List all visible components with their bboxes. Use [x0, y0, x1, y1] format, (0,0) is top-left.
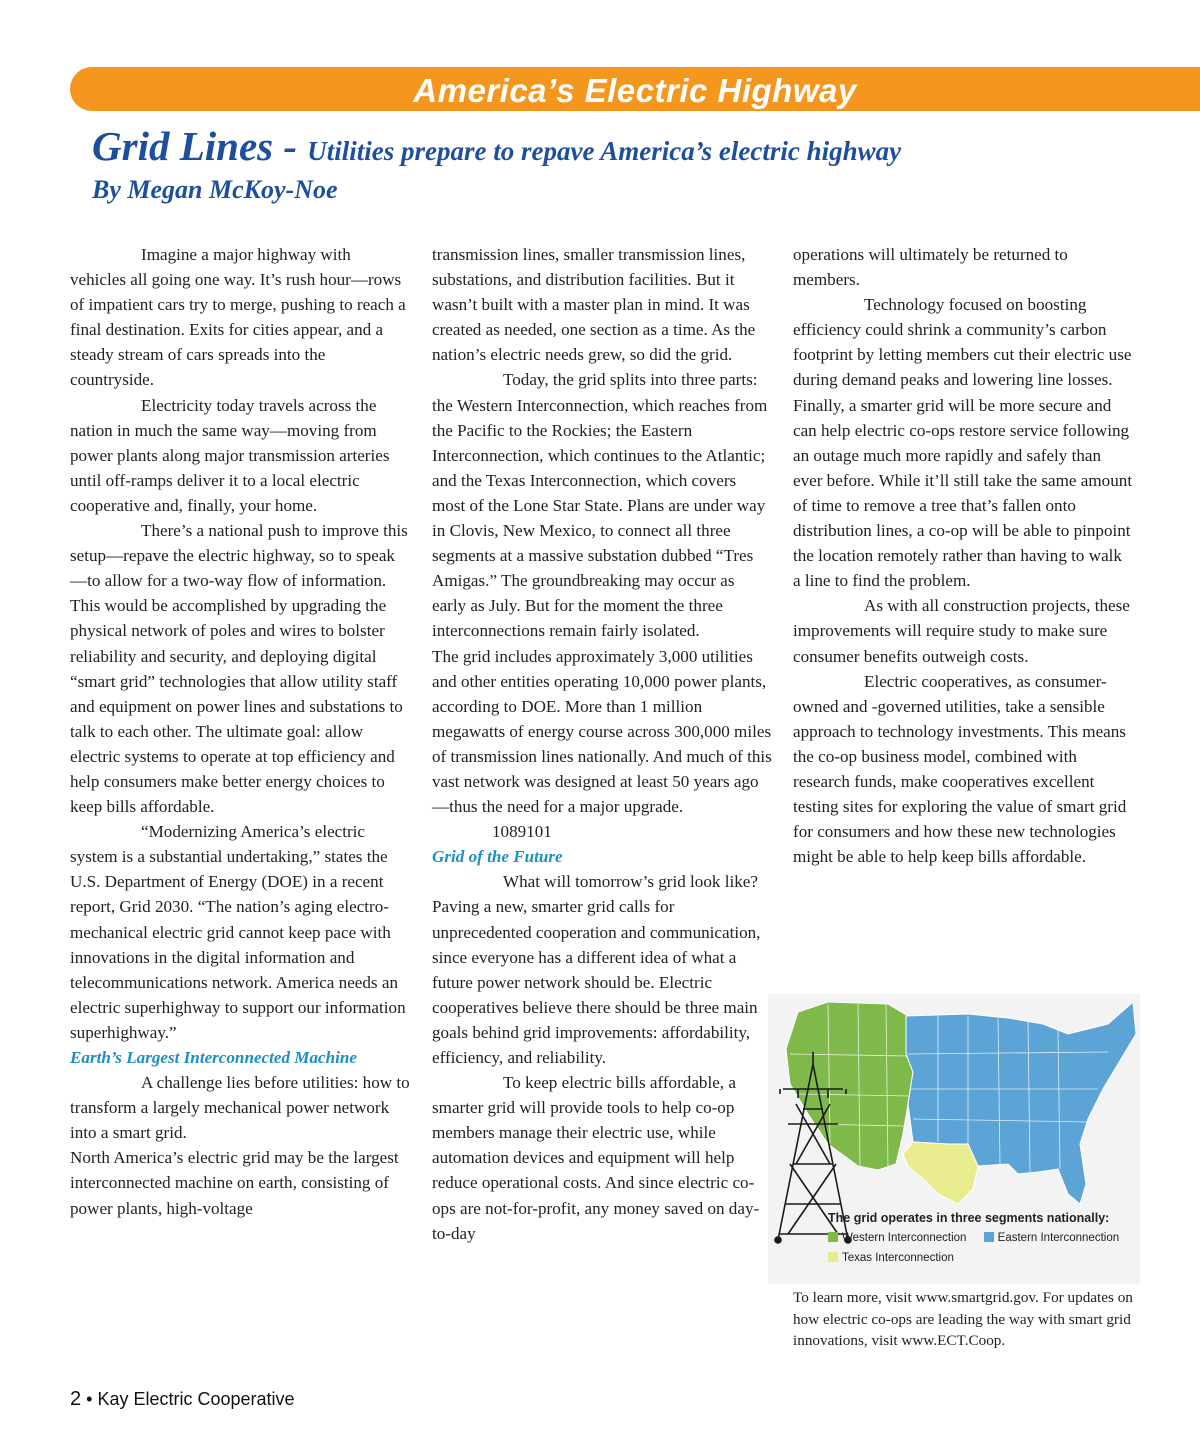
legend-western: [828, 1232, 966, 1244]
footer-bullet: •: [81, 1389, 98, 1409]
paragraph-text: The grid includes approximately 3,000 utilities and other entities operating 10,000 power plants, according to DOE. More than 1 million megawatts of energy course across 300,000 miles of transmission lines nationally. And much of this vast network was designed at least 50 years ago—thus the need for a major upgrade.: [432, 646, 772, 817]
page-footer: [70, 1388, 295, 1411]
paragraph: To keep electric bills affordable, a smarter grid will provide tools to help co-op members manage their electric use, while automation devices and equipment will help reduce operational costs. And since electric co-ops are not-for-profit, any money saved on day-to-day: [432, 1073, 760, 1243]
paragraph: Electric cooperatives, as consumer-owned and -governed utilities, take a sensible approach to technology investments. This means the co-op business model, combined with research funds, make cooperatives excellent testing sites for exploring the value of smart grid for consumers and how these new technologies might be able to help keep bills affordable.: [793, 671, 1127, 867]
legend-eastern: [984, 1232, 1119, 1244]
paragraph: What will tomorrow’s grid look like? Paving a new, smarter grid calls for unprecedented cooperation and communication, since everyone has a different idea of what a future power network should be. Electric cooperatives believe there should be three main goals behind grid improvements: affordability, efficiency, and reliability.: [432, 872, 761, 1067]
legend-label: Eastern Interconnection: [997, 1232, 1120, 1244]
paragraph: [432, 644, 772, 845]
grid-map-figure: [768, 994, 1140, 1284]
paragraph: There’s a national push to improve this setup—repave the electric highway, so to speak—to allow for a two-way flow of information. This would be accomplished by upgrading the physical network of poles and wires to bolster reliability and security, and deploying digital “smart grid” technologies that allow utility staff and equipment on power lines and substations to talk to each other. The ultimate goal: allow electric systems to operate at top efficiency and help consumers make better energy choices to keep bills affordable.: [70, 521, 408, 817]
banner-title: America’s Electric Highway: [413, 72, 857, 109]
legend-texas: [828, 1252, 954, 1264]
page-number: 2: [70, 1388, 82, 1410]
paragraph: A challenge lies before utilities: how to transform a largely mechanical power network into a smart grid.: [70, 1073, 410, 1143]
headline-dash: -: [273, 123, 308, 169]
swatch-western: [828, 1232, 838, 1242]
swatch-texas: [828, 1252, 838, 1262]
subheading: Grid of the Future: [432, 847, 563, 867]
swatch-eastern: [984, 1232, 994, 1242]
byline: By Megan McKoy-Noe: [92, 175, 338, 204]
article-headline: [92, 122, 1192, 170]
legend-label: Texas Interconnection: [842, 1252, 954, 1264]
paragraph: As with all construction projects, these improvements will require study to make sure consumer benefits outweigh costs.: [793, 596, 1130, 666]
legend-row: [828, 1228, 1133, 1248]
column-2: [432, 242, 772, 1246]
section-banner: [70, 67, 1200, 111]
texas-region: [903, 1142, 978, 1204]
column-3: [793, 242, 1133, 869]
map-caption: To learn more, visit www.smartgrid.gov. For updates on how electric co-ops are leading the way with smart grid innovations, visit www.ECT.Coop.: [793, 1289, 1133, 1349]
map-legend: [828, 1208, 1133, 1268]
paragraph: operations will ultimately be returned to members.: [793, 245, 1068, 290]
footer-org: Kay Electric Cooperative: [97, 1389, 295, 1409]
reference-code: 1089101: [492, 822, 552, 842]
headline-subtitle: Utilities prepare to repave America’s electric highway: [307, 136, 902, 166]
paragraph: Imagine a major highway with vehicles all going one way. It’s rush hour—rows of impatient cars try to merge, pushing to reach a final destination. Exits for cities appear, and a steady stream of cars spreads into the countryside.: [70, 245, 406, 390]
paragraph: North America’s electric grid may be the largest interconnected machine on earth, consisting of power plants, high-voltage: [70, 1148, 399, 1218]
paragraph: Today, the grid splits into three parts: the Western Interconnection, which reaches from the Pacific to the Rockies; the Eastern Interconnection, which continues to the Atlantic; and the Texas Interconnection, which covers most of the Lone Star State. Plans are under way in Clovis, New Mexico, to connect all three segments at a massive substation dubbed “Tres Amigas.” The groundbreaking may occur as early as July. But for the moment the three interconnections remain fairly isolated.: [432, 370, 768, 641]
column-1: [70, 242, 410, 1221]
legend-label: Western Interconnection: [842, 1232, 967, 1244]
legend-row: [828, 1248, 1133, 1268]
paragraph: transmission lines, smaller transmission lines, substations, and distribution facilities. But it wasn’t built with a master plan in mind. It was created as needed, one section as a time. As the nation’s electric needs grew, so did the grid.: [432, 245, 756, 365]
paragraph: “Modernizing America’s electric system is a substantial undertaking,” states the U.S. Department of Energy (DOE) in a recent report, Grid 2030. “The nation’s aging electro-mechanical electric grid cannot keep pace with innovations in the digital information and telecommunications network. America needs an electric superhighway to support our information superhighway.”: [70, 822, 406, 1042]
paragraph: Technology focused on boosting efficiency could shrink a community’s carbon footprint by letting members cut their electric use during demand peaks and lowering line losses. Finally, a smarter grid will be more secure and can help electric co-ops restore service following an outage much more rapidly and safely than ever before. While it’ll still take the same amount of time to remove a tree that’s fallen onto distribution lines, a co-op will be able to pinpoint the location remotely rather than having to walk a line to find the problem.: [793, 295, 1133, 591]
headline-main: Grid Lines: [92, 123, 274, 169]
legend-title: The grid operates in three segments nationally:: [828, 1211, 1110, 1225]
western-region: [786, 1002, 913, 1170]
subheading: Earth’s Largest Interconnected Machine: [70, 1048, 357, 1067]
paragraph: Electricity today travels across the nation in much the same way—moving from power plants along major transmission arteries until off-ramps deliver it to a local electric cooperative and, finally, your home.: [70, 395, 390, 515]
